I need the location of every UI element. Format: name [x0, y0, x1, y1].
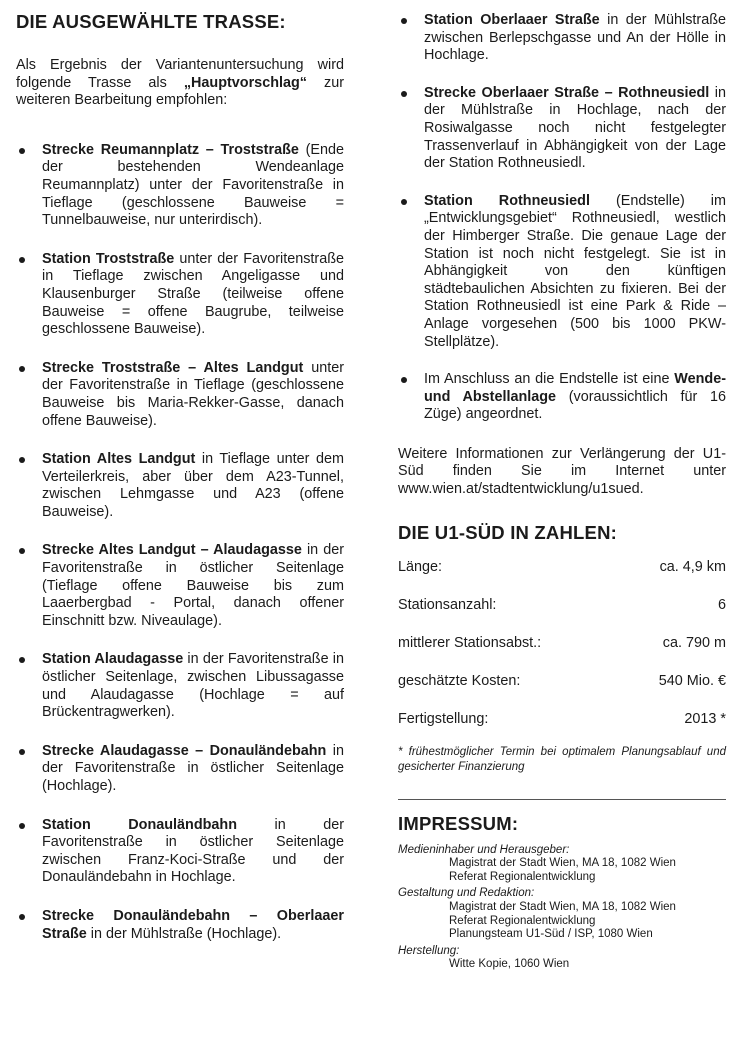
impressum-block	[398, 844, 726, 885]
right-column	[398, 10, 726, 972]
route-item-text: unter der Favoritenstraße in Tieflage (geschlossene Bauweise bis Maria-Rekker-Gasse, danach offene Bauweise).	[42, 359, 344, 429]
route-item-title: Strecke Reumannplatz – Troststraße	[42, 141, 299, 158]
impressum-label: Herstellung:	[398, 944, 460, 957]
table-row	[398, 635, 726, 673]
route-item-title: Station Oberlaaer Straße	[424, 12, 600, 28]
impressum-line: Magistrat der Stadt Wien, MA 18, 1082 Wien	[449, 901, 676, 914]
route-item-title: Strecke Donauländebahn – Oberlaaer Straße	[42, 907, 344, 942]
route-item	[16, 451, 344, 521]
figures-heading: DIE U1-SÜD IN ZAHLEN:	[398, 521, 618, 543]
route-item	[16, 651, 344, 721]
route-item-text: in der Mühlstraße zwischen Berlepschgasse und An der Hölle in Hochlage.	[424, 12, 727, 64]
route-item	[16, 142, 344, 230]
route-item-text: in der Favoritenstraße in östlicher Seitenlage (Tieflage offene Bauweise bis zum Laaerbergbad - Portal, danach offener Einschnitt bzw. Niveaulage).	[42, 542, 345, 629]
route-item-title: Strecke Troststraße – Altes Landgut	[42, 359, 304, 376]
route-item-text: (Ende der bestehenden Wendeanlage Reumannplatz) unter der Favoritenstraße in Tieflage (geschlossene Bauweise = Tunnelbauweise, nur unterirdisch).	[42, 141, 344, 229]
impressum-block	[398, 887, 726, 941]
impressum-line: Magistrat der Stadt Wien, MA 18, 1082 Wien	[449, 857, 676, 870]
impressum-heading: IMPRESSUM:	[398, 812, 519, 834]
stat-value: 540 Mio. €	[658, 672, 726, 689]
route-item-text: Im Anschluss an die Endstelle ist eine	[424, 371, 675, 388]
table-row	[398, 597, 726, 635]
route-item-title: Station Donauländbahn	[42, 816, 237, 833]
stat-value: ca. 4,9 km	[659, 558, 726, 575]
table-row	[398, 559, 726, 597]
route-item-title: Wende- und Abstellanlage	[424, 371, 726, 405]
route-item-title: Station Rothneusiedl	[424, 192, 590, 209]
route-list-left	[16, 142, 344, 943]
stat-value: 6	[717, 596, 726, 613]
route-item-text: in der Mühlstraße in Hochlage, nach der Rosiwalgasse noch nicht festgelegter Trassenverlauf in Abhängigkeit von der Lage der Station Rothneusiedl.	[424, 84, 726, 172]
table-row	[398, 673, 726, 711]
stat-label: geschätzte Kosten:	[398, 672, 521, 689]
info-paragraph: Weitere Informationen zur Verlängerung der U1-Süd finden Sie im Internet unter www.wien.at/stadtentwicklung/u1sued.	[398, 445, 726, 498]
route-item-title: Station Altes Landgut	[42, 451, 196, 468]
route-item-text: unter der Favoritenstraße in Tieflage zwischen Angeligasse und Klausenburger Straße (teilweise offene Bauweise = offene Baugrube, teilweise geschlossene Bauweise).	[42, 250, 344, 338]
intro-paragraph	[16, 57, 344, 110]
stat-label: Länge:	[398, 558, 443, 575]
intro-bold: „Hauptvorschlag“	[183, 74, 307, 91]
stat-label: Stationsanzahl:	[398, 596, 497, 613]
route-item	[398, 85, 726, 173]
route-item-title: Strecke Alaudagasse – Donauländebahn	[42, 742, 327, 759]
route-item-title: Station Troststraße	[42, 250, 175, 267]
route-item-title: Station Alaudagasse	[42, 651, 184, 668]
table-row	[398, 711, 726, 749]
route-item-text: in Tieflage unter dem Verteilerkreis, aber über dem A23-Tunnel, zwischen Lehmgasse und A23 (offene Bauweise).	[42, 451, 344, 520]
footnote: * frühestmöglicher Termin bei optimalem Planungsablauf und gesicherter Finanzierung	[398, 745, 726, 773]
impressum-label: Medieninhaber und Herausgeber:	[398, 843, 570, 856]
impressum-line: Witte Kopie, 1060 Wien	[449, 958, 570, 971]
stat-label: mittlerer Stationsabst.:	[398, 634, 542, 651]
route-item	[398, 193, 726, 351]
route-item-text: in der Mühlstraße (Hochlage).	[86, 925, 282, 942]
route-item	[398, 371, 726, 424]
route-item	[16, 360, 344, 430]
route-item	[398, 12, 726, 65]
stat-value: 2013 *	[684, 710, 726, 727]
route-heading: DIE AUSGEWÄHLTE TRASSE:	[16, 11, 286, 32]
route-item	[16, 817, 344, 887]
route-item-text: in der Favoritenstraße in östlicher Seitenlage zwischen Franz-Koci-Straße und der Donauländebahn in Hochlage.	[42, 816, 344, 886]
route-item-text: (Endstelle) im „Entwicklungsgebiet“ Rothneusiedl, westlich der Himberger Straße. Die genaue Lage der Station ist noch nicht festgelegt. Sie ist in Abhängigkeit von den künftigen städtebaulichen Absichten zu fixieren. Bei der Station Rothneusiedl ist eine Park & Ride – Anlage vorgesehen (500 bis 1000 PKW-Stellplätze).	[424, 192, 726, 350]
stat-label: Fertigstellung:	[398, 710, 489, 727]
route-item	[16, 542, 344, 630]
figures-table	[398, 559, 726, 749]
impressum-line: Referat Regionalentwicklung	[449, 914, 596, 927]
section-divider	[398, 799, 726, 800]
route-item	[16, 908, 344, 943]
route-list-right	[398, 12, 726, 424]
route-item-text: in der Favoritenstraße in östlicher Seitenlage, zwischen Libussagasse und Alaudagasse (Hochlage = auf Brückentragwerken).	[42, 651, 344, 721]
route-item-title: Strecke Oberlaaer Straße – Rothneusiedl	[424, 84, 710, 101]
impressum-block	[398, 945, 726, 972]
impressum-line: Planungsteam U1-Süd / ISP, 1080 Wien	[449, 928, 653, 941]
intro-text-end: zur weiteren Bearbeitung empfohlen:	[16, 74, 344, 109]
route-item-title: Strecke Altes Landgut – Alaudagasse	[42, 542, 302, 559]
route-item	[16, 743, 344, 796]
impressum-label: Gestaltung und Redaktion:	[398, 887, 535, 900]
route-item-text: in der Favoritenstraße in östlicher Seitenlage (Hochlage).	[42, 742, 344, 794]
impressum-line: Referat Regionalentwicklung	[449, 870, 596, 883]
intro-text-start: Als Ergebnis der Variantenuntersuchung wird folgende Trasse als	[16, 57, 344, 91]
left-column	[16, 10, 344, 943]
route-item-text: (voraussichtlich für 16 Züge) angeordnet.	[424, 388, 726, 423]
route-item	[16, 251, 344, 339]
stat-value: ca. 790 m	[662, 634, 726, 651]
